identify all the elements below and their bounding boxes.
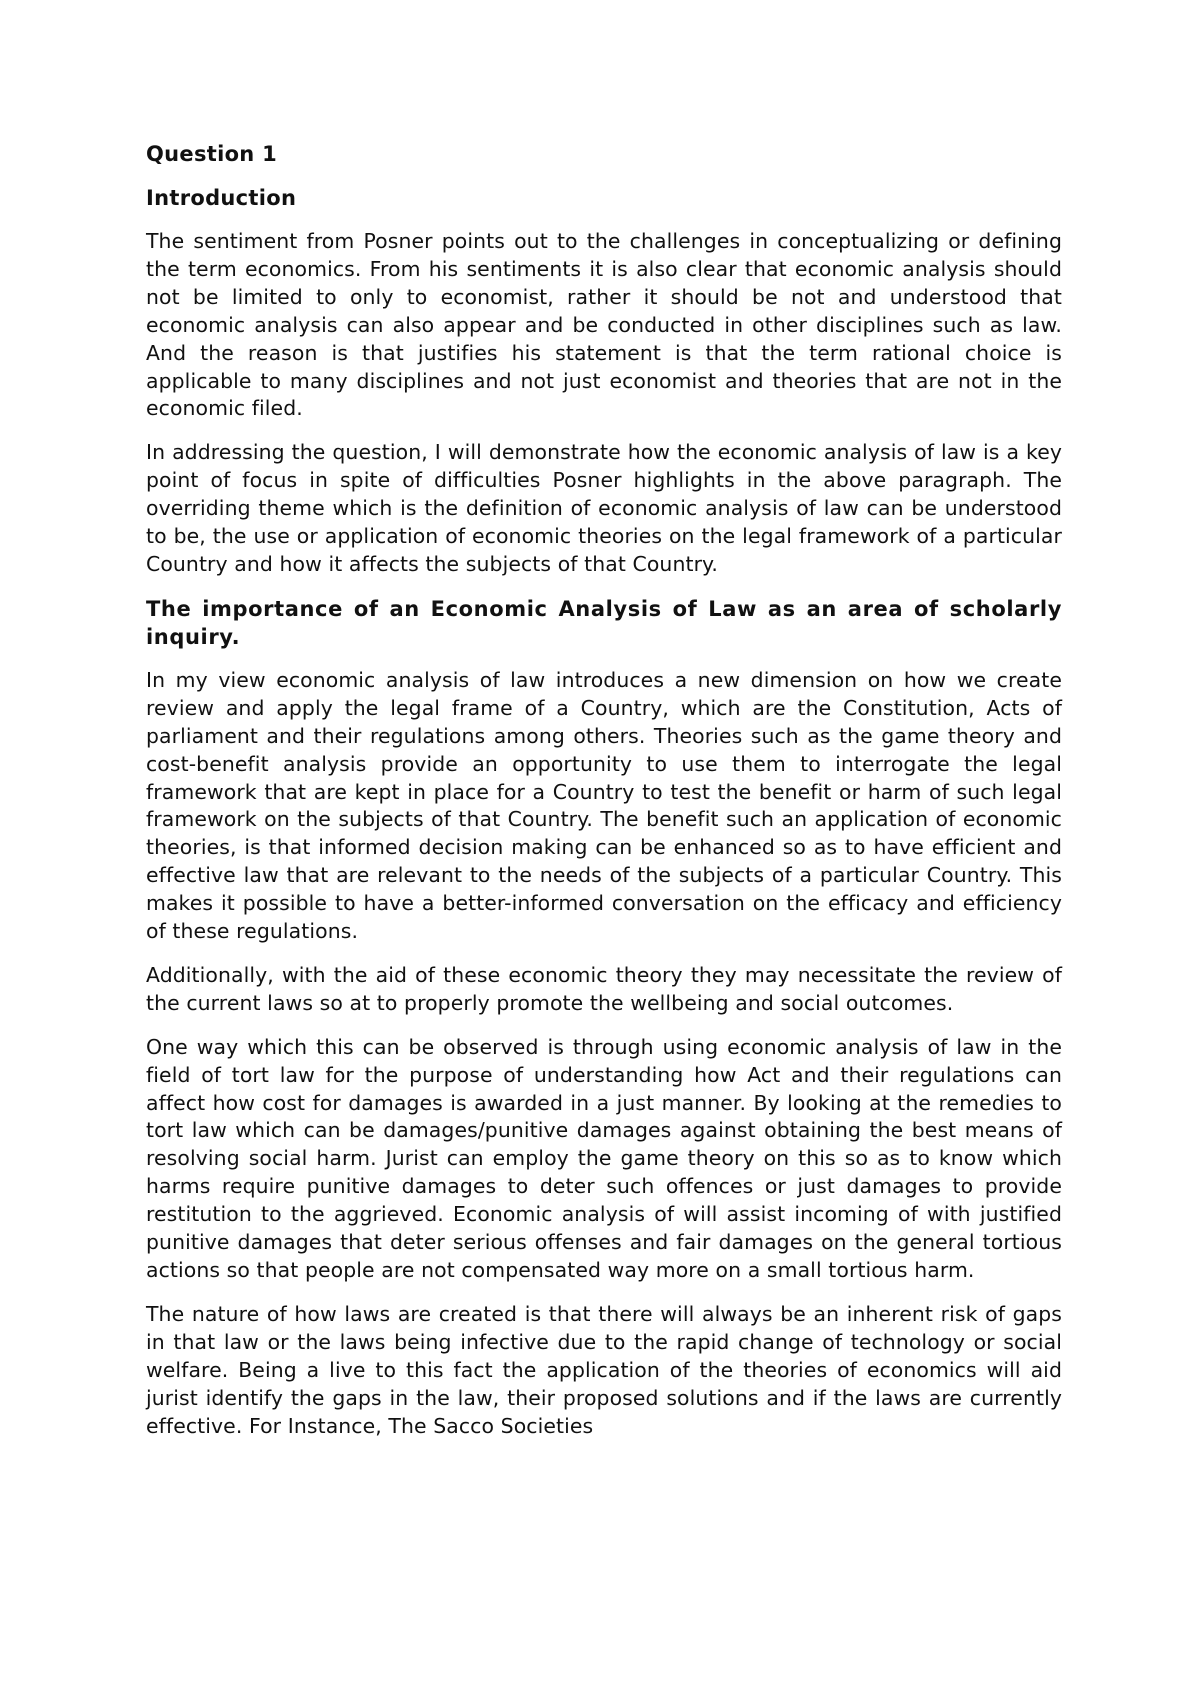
importance-paragraph-4: The nature of how laws are created is that there will always be an inherent risk of gaps in that law or the laws being infective due to the rapid change of technology or social welfare. Being a live to this fact the application of the theories of economics will aid jurist identify the gaps in the law, their proposed solutions and if the laws are currently effective. For Instance, The Sacco Societies [146, 1301, 1062, 1438]
intro-paragraph-1: The sentiment from Posner points out to the challenges in conceptualizing or defining the term economics. From his sentiments it is also clear that economic analysis should not be limited to only to economist, rather it should be not and understood that economic analysis can also appear and be conducted in other disciplines such as law. And the reason is that justifies his statement is that the term rational choice is applicable to many disciplines and not just economist and theories that are not in the economic filed. [146, 229, 1062, 421]
question-title: Question 1 [146, 142, 278, 166]
introduction-heading: Introduction [146, 186, 297, 210]
importance-paragraph-2: Additionally, with the aid of these economic theory they may necessitate the review of the current laws so at to properly promote the wellbeing and social outcomes. [146, 962, 1062, 1015]
importance-paragraph-3: One way which this can be observed is through using economic analysis of law in the field of tort law for the purpose of understanding how Act and their regulations can affect how cost for damages is awarded in a just manner. By looking at the remedies to tort law which can be damages/punitive damages against obtaining the best means of resolving social harm. Jurist can employ the game theory on this so as to know which harms require punitive damages to deter such offences or just damages to provide restitution to the aggrieved. Economic analysis of will assist incoming of with justified punitive damages that deter serious offenses and fair damages on the general tortious actions so that people are not compensated way more on a small tortious harm. [146, 1034, 1062, 1282]
importance-heading: The importance of an Economic Analysis of Law as an area of scholarly inquiry. [146, 596, 1062, 649]
importance-paragraph-1: In my view economic analysis of law introduces a new dimension on how we create review and apply the legal frame of a Country, which are the Constitution, Acts of parliament and their regulations among others. Theories such as the game theory and cost-benefit analysis provide an opportunity to use them to interrogate the legal framework that are kept in place for a Country to test the benefit or harm of such legal framework on the subjects of that Country. The benefit such an application of economic theories, is that informed decision making can be enhanced so as to have efficient and effective law that are relevant to the needs of the subjects of a particular Country. This makes it possible to have a better-informed conversation on the efficacy and efficiency of these regulations. [146, 667, 1062, 944]
document-page [146, 140, 1062, 1456]
intro-paragraph-2: In addressing the question, I will demonstrate how the economic analysis of law is a key point of focus in spite of difficulties Posner highlights in the above paragraph. The overriding theme which is the definition of economic analysis of law can be understood to be, the use or application of economic theories on the legal framework of a particular Country and how it affects the subjects of that Country. [146, 440, 1062, 576]
